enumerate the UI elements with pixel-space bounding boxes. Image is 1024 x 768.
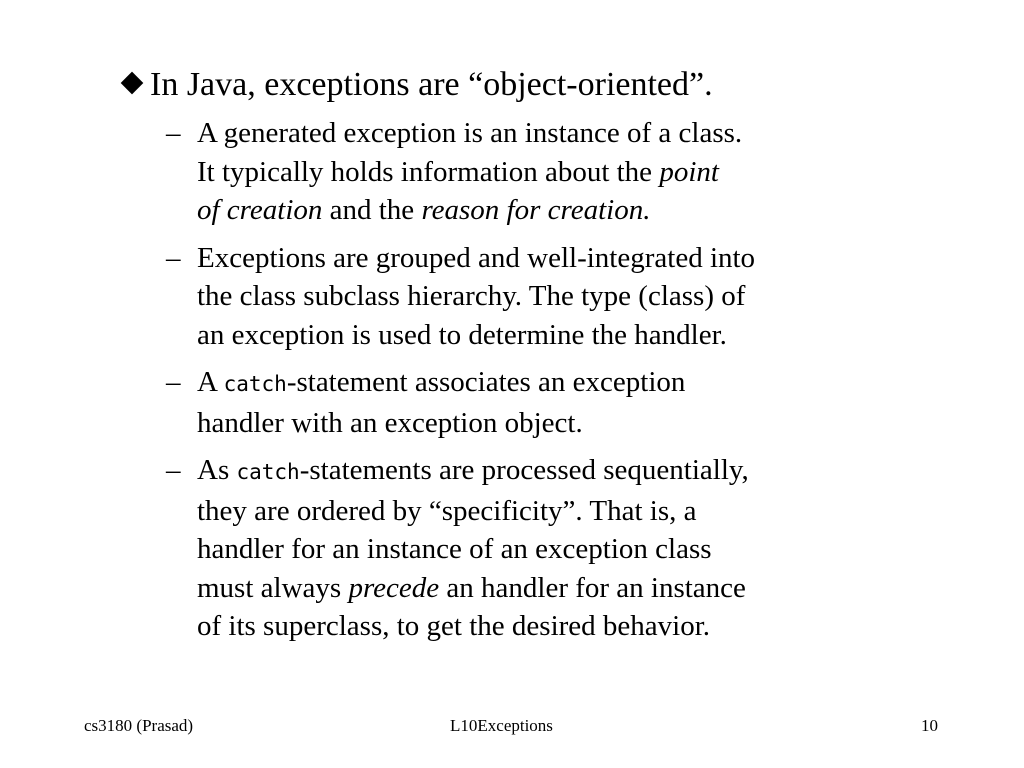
text-line: handler with an exception object. <box>197 406 583 439</box>
emphasis-reason-for-creation: reason for creation. <box>421 194 651 226</box>
text-line <box>197 451 980 492</box>
dash-bullet-icon: – <box>166 117 181 149</box>
code-catch: catch <box>236 460 300 484</box>
emphasis-of-creation: of creation <box>197 194 323 226</box>
sub-bullet-hierarchy <box>160 239 980 355</box>
text-run: It typically holds information about the <box>197 155 660 188</box>
text-line: Exceptions are grouped and well-integrated into <box>197 241 756 274</box>
footer-page-number: 10 <box>921 716 938 735</box>
sub-bullet-specificity <box>160 451 980 646</box>
text-line <box>197 363 980 404</box>
text-line: handler for an instance of an exception class <box>197 533 712 565</box>
text-line: an exception is used to determine the handler. <box>197 318 727 351</box>
dash-bullet-icon: – <box>166 454 181 486</box>
text-line <box>197 569 980 608</box>
text-line: of its superclass, to get the desired behavior. <box>197 610 711 642</box>
diamond-bullet-icon <box>121 72 144 95</box>
text-run: As <box>197 454 237 486</box>
code-catch: catch <box>223 372 287 396</box>
text-line <box>197 153 980 192</box>
main-bullet-text: In Java, exceptions are “object-oriented”. <box>150 66 713 103</box>
emphasis-precede: precede <box>348 571 440 604</box>
emphasis-point: point <box>659 155 719 188</box>
footer-course: cs3180 (Prasad) <box>84 716 194 735</box>
text-run: A generated exception is an instance of a class. <box>197 117 743 149</box>
text-run: A <box>197 366 224 398</box>
dash-bullet-icon: – <box>166 366 181 398</box>
text-line <box>197 191 980 230</box>
text-run: and the <box>322 194 422 226</box>
dash-bullet-icon: – <box>166 241 181 274</box>
text-line <box>197 114 980 153</box>
text-run: -statements are processed sequentially, <box>299 454 749 486</box>
text-line: the class subclass hierarchy. The type (class) of <box>197 280 746 312</box>
footer-lecture-title: L10Exceptions <box>450 716 553 735</box>
text-run: must always <box>197 571 349 604</box>
text-run: an handler for an instance <box>439 571 746 604</box>
main-bullet <box>120 64 980 106</box>
text-run: -statement associates an exception <box>286 366 686 398</box>
sub-bullet-exception-instance <box>160 114 980 230</box>
sub-bullet-list <box>160 114 980 655</box>
sub-bullet-catch-statement <box>160 363 980 442</box>
text-line: they are ordered by “specificity”. That is, a <box>197 494 697 527</box>
